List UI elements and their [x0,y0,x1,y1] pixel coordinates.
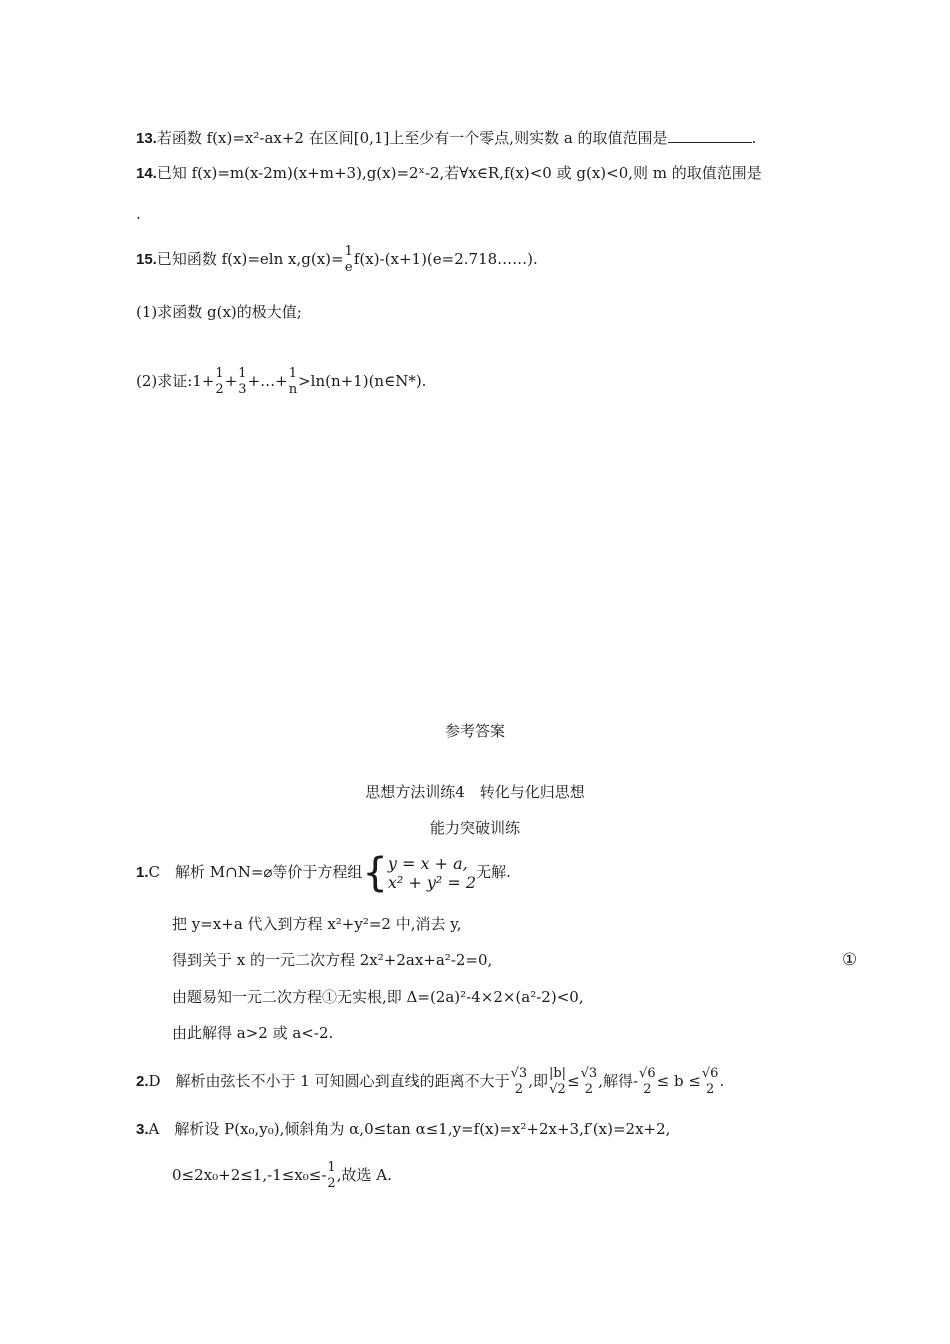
left-brace-icon: { [362,850,388,896]
answer-blank [668,128,752,143]
fraction: 1 n [288,366,298,397]
fraction: |b| √2 [548,1066,567,1097]
problem-14-continuation: . [136,205,141,223]
fraction: 1 2 [327,1160,336,1191]
fraction: 1 3 [238,366,247,397]
problem-14 [136,163,762,184]
fraction: 1 e [344,244,353,275]
problem-text: 已知 f(x)=m(x-2m)(x+m+3),g(x)=2ˣ-2,若∀x∈R,f(x)<0 或 g(x)<0,则 m 的取值范围是 [156,164,762,182]
problem-number: 15. [136,251,157,268]
equation-system: { y = x + a, x² + y² = 2 [362,850,477,896]
problem-text: 若函数 f(x)=x²-ax+2 在区间[0,1]上至少有一个零点,则实数 a 的取值范围是 [156,129,668,147]
problem-15: 15.已知函数 f(x)=eln x,g(x)= 1 e f(x)-(x+1)(e=2.718……). [136,244,538,275]
answer-1: 1.C 解析 M∩N=⌀等价于方程组 { y = x + a, x² + y² = 2 无解. [136,850,511,896]
answers-heading: 参考答案 [444,722,505,740]
answer-1-line-4: 由题易知一元二次方程①无实根,即 Δ=(2a)²-4×2×(a²-2)<0, [172,988,584,1006]
answer-3: 3.A 解析设 P(x₀,y₀),倾斜角为 α,0≤tan α≤1,y=f(x)=x²+2x+3,f′(x)=2x+2, [136,1120,671,1138]
answer-1-line-2: 把 y=x+a 代入到方程 x²+y²=2 中,消去 y, [172,915,462,933]
answer-2: 2.D 解析由弦长不小于 1 可知圆心到直线的距离不大于 √3 2 ,即 |b| √2 ≤ √3 2 ,解得- √6 2 ≤ b ≤ √6 2 . [136,1066,725,1097]
problem-number: 13. [136,130,157,147]
answer-1-line-3: 得到关于 x 的一元二次方程 2x²+2ax+a²-2=0, [172,951,493,969]
fraction: √6 2 [701,1066,719,1097]
answer-number: 1. [136,864,149,881]
answers-subtitle: 思想方法训练4 转化与化归思想 [365,783,585,801]
problem-number: 14. [136,165,157,182]
answers-section-title: 能力突破训练 [429,819,520,837]
problem-15-part-2: (2)求证:1+ 1 2 + 1 3 +…+ 1 n >ln(n+1)(n∈N*). [136,366,427,397]
problem-15-part-1: (1)求函数 g(x)的极大值; [136,303,302,321]
answer-1-line-5: 由此解得 a>2 或 a<-2. [172,1024,334,1042]
answer-3-line-2: 0≤2x₀+2≤1,-1≤x₀≤- 1 2 ,故选 A. [172,1160,392,1191]
fraction: √3 2 [580,1066,598,1097]
equation-marker: ① [842,950,858,970]
fraction: √3 2 [510,1066,528,1097]
answer-number: 3. [136,1121,149,1138]
problem-13: 13.若函数 f(x)=x²-ax+2 在区间[0,1]上至少有一个零点,则实数 a 的取值范围是 . [136,129,757,147]
fraction: 1 2 [215,366,224,397]
answer-number: 2. [136,1073,149,1090]
fraction: √6 2 [639,1066,656,1097]
